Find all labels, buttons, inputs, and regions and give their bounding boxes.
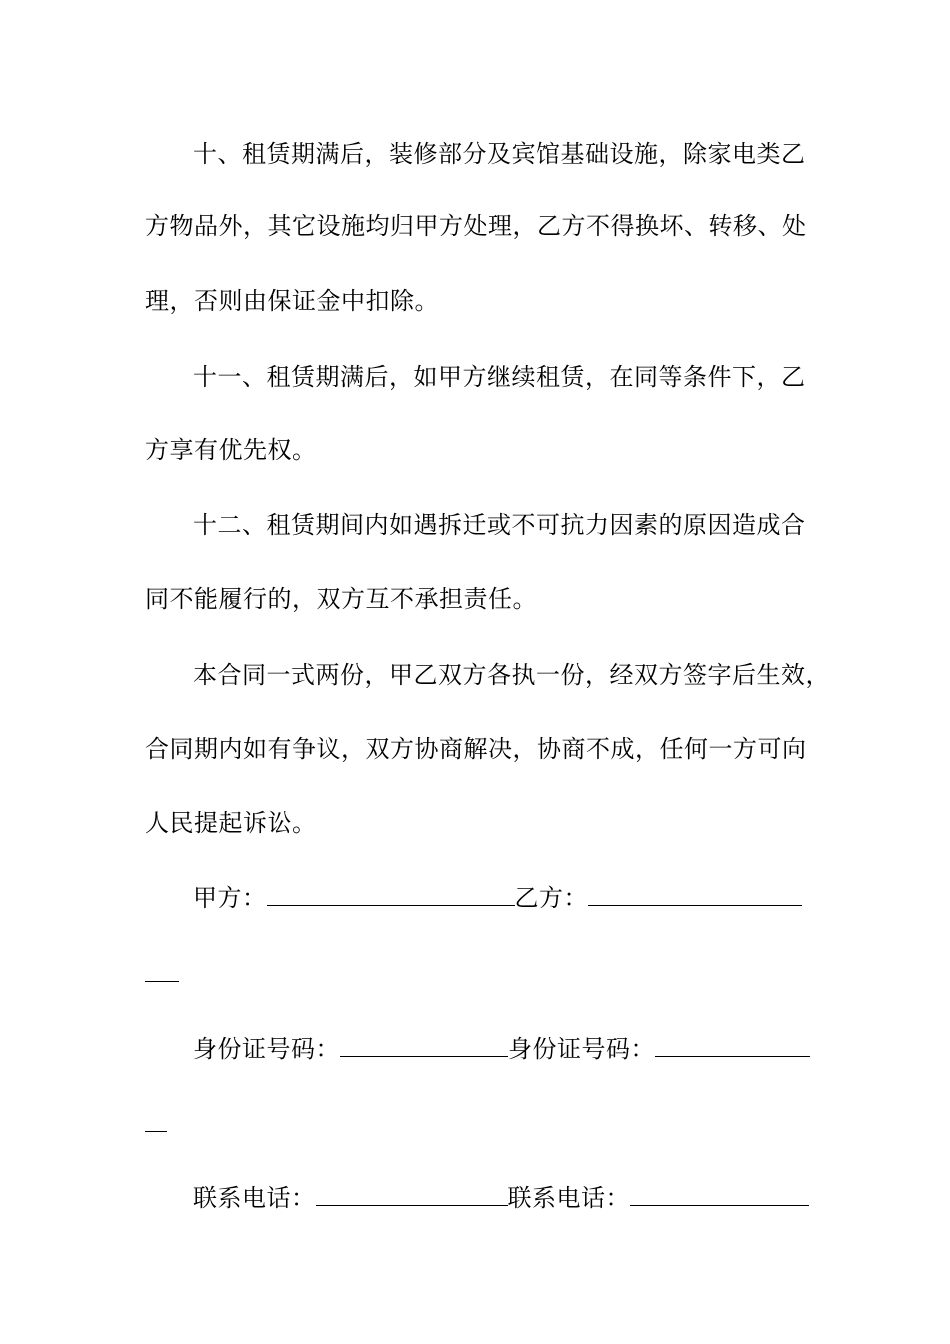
party-a-label: 甲方： — [193, 884, 267, 912]
closing-line-2: 合同期内如有争议，双方协商解决，协商不成，任何一方可向 — [145, 735, 807, 763]
clause-12-line-2: 同不能履行的，双方互不承担责任。 — [145, 585, 537, 613]
closing-line-1: 本合同一式两份，甲乙双方各执一份，经双方签字后生效， — [193, 661, 830, 689]
party-row-overflow-line — [145, 981, 179, 982]
party-b-label: 乙方： — [514, 884, 588, 912]
clause-11-line-1: 十一、租赁期满后，如甲方继续租赁，在同等条件下，乙 — [193, 363, 806, 391]
clause-10-line-3: 理，否则由保证金中扣除。 — [145, 287, 439, 315]
id-a-label: 身份证号码： — [193, 1035, 340, 1063]
closing-line-3: 人民提起诉讼。 — [145, 809, 317, 837]
phone-a-label: 联系电话： — [193, 1184, 316, 1212]
party-row — [193, 883, 802, 913]
id-a-blank — [340, 1034, 508, 1057]
clause-11-line-2: 方享有优先权。 — [145, 436, 317, 464]
clause-10-line-1: 十、租赁期满后，装修部分及宾馆基础设施，除家电类乙 — [193, 140, 806, 168]
id-row — [193, 1034, 810, 1064]
party-b-blank — [588, 883, 802, 906]
phone-row — [193, 1183, 809, 1213]
party-a-blank — [267, 883, 515, 906]
id-b-label: 身份证号码： — [508, 1035, 655, 1063]
phone-b-blank — [630, 1183, 809, 1206]
clause-10-line-2: 方物品外，其它设施均归甲方处理，乙方不得换坏、转移、处 — [145, 212, 807, 240]
id-b-blank — [655, 1034, 810, 1057]
id-row-overflow-line — [145, 1131, 167, 1132]
phone-b-label: 联系电话： — [507, 1184, 630, 1212]
clause-12-line-1: 十二、租赁期间内如遇拆迁或不可抗力因素的原因造成合 — [193, 511, 806, 539]
phone-a-blank — [316, 1183, 508, 1206]
